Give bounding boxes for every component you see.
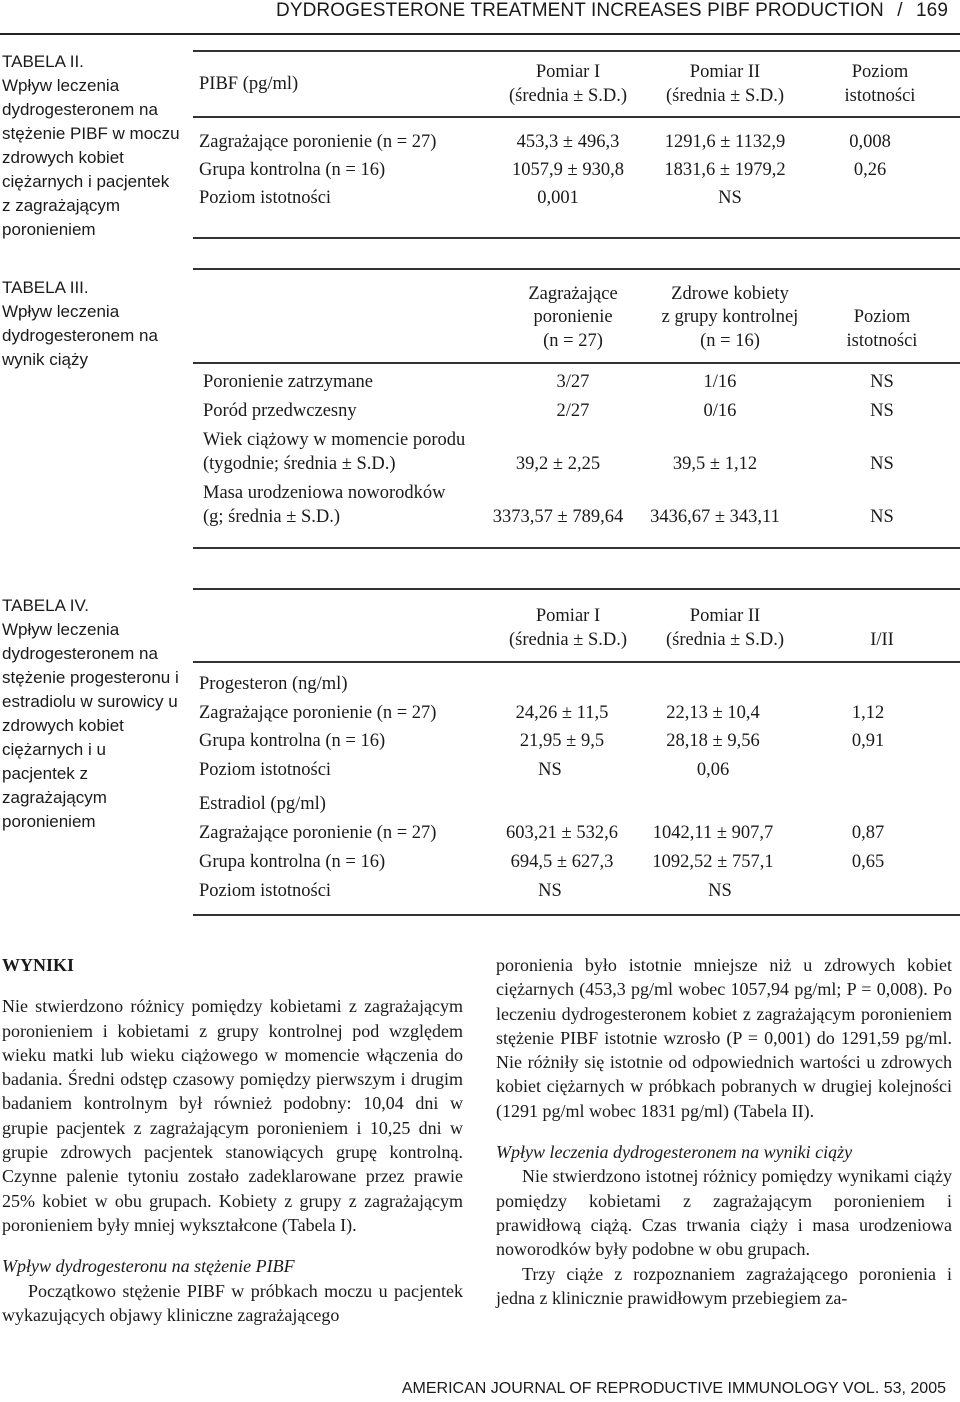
subheading: Wpływ leczenia dydrogesteronem na wyniki ciąży [496,1142,853,1163]
table3-row-label: Poronienie zatrzymane [203,372,374,392]
paragraph: poronienia było istotnie mniejsze niż u zdrowych kobiet ciężarnych (453,3 pg/ml wobec 1057,94 pg/ml; P = 0,008). Po leczeniu dydrogesteronem kobiet z zagrażającym poronieniem stężenie PIBF istotnie wzrosło (P = 0,001) do 1291,59 pg/ml. Nie różniły się istotnie od odpowiednich wartości u zdrowych kobiet ciężarnych w próbkach pobranych w drugiej kolejności (1291 pg/ml wobec 1831 pg/ml) (Tabela II). [496,955,952,1121]
table3-cell: NS [870,372,894,392]
paragraph: Nie stwierdzono różnicy pomiędzy kobietami z zagrażającym poronieniem i kobietami z grupy kontrolnej pod względem wieku matki lub wieku ciążowego w momencie włączenia do badania. Średni odstęp czasowy pomiędzy pierwszym i drugim badaniem kontrolnym był również podobny: 10,04 dni w grupie pacjentek z zagrażającym poronieniem i 10,25 dni w grupie zdrowych pacjentek stanowiących grupę kontrolną. Czynne palenie tytoniu zostało zadeklarowane przez prawie 25% kobiet w obu grupach. Kobiety z grupy z zagrażającym poronieniem były mniej wykształcone (Tabela I). [2,996,463,1235]
table3-row-label-line2: (g; średnia ± S.D.) [203,507,341,527]
table4-row-label: Zagrażające poronienie (n = 27) [199,823,437,843]
table4-cell: 22,13 ± 10,4 [666,703,760,723]
table3-cell: 3/27 [556,372,590,392]
table4-header-rule [193,661,960,663]
table4-header-col2-l1: Pomiar II [689,606,761,626]
running-header-separator: / [897,0,903,21]
table4-cell: 21,95 ± 9,5 [519,731,605,751]
table2-row-label: Poziom istotności [199,188,332,208]
table4-top-rule [193,588,960,590]
table2-header-col3-l1: Poziom [851,62,909,82]
table2-cell: 1291,6 ± 1132,9 [664,132,786,152]
table4-cell: NS [538,881,562,901]
table4-cell: 603,21 ± 532,6 [506,823,618,843]
table4-cell: NS [708,881,732,901]
table4-caption-text: Wpływ leczenia dydrogesteronem na stężenie progesteronu i estradiolu w surowicy u zdrowych kobiet ciężarnych i u pacjentek z zagrażającym poronieniem [2,620,179,831]
table4-section-progesteron: Progesteron (ng/ml) [199,674,348,694]
table3-header-col3-l2: istotności [846,331,918,351]
table4-row-label: Zagrażające poronienie (n = 27) [199,703,437,723]
table4-cell: 28,18 ± 9,56 [666,731,760,751]
table2-row-label: Zagrażające poronienie (n = 27) [199,132,437,152]
table3-header-col2-l2: z grupy kontrolnej [661,307,799,327]
table2-header-col2-l2: (średnia ± S.D.) [665,86,785,106]
page-number: 169 [915,0,948,21]
table4-cell: 1092,52 ± 757,1 [652,852,774,872]
table3-cell: 0/16 [703,401,737,421]
table4-bottom-rule [193,914,960,916]
table3-row-label-line2: (tygodnie; średnia ± S.D.) [203,454,396,474]
table4-header-col2-l2: (średnia ± S.D.) [665,630,785,650]
table3-cell: 1/16 [703,372,737,392]
table4-cell: NS [538,760,562,780]
table3-header-col2-l1: Zdrowe kobiety [671,284,789,304]
table4-cell: 0,87 [851,823,885,843]
table2-cell: 0,008 [849,132,891,152]
table4-row-label: Poziom istotności [199,881,332,901]
table2-cell: 453,3 ± 496,3 [516,132,620,152]
table2-cell: 1831,6 ± 1979,2 [664,160,786,180]
table3-caption [2,276,182,372]
paragraph: Początkowo stężenie PIBF w próbkach moczu u pacjentek wykazujących objawy kliniczne zagrażającego [2,1280,463,1325]
table2-cell: 1057,9 ± 930,8 [512,160,624,180]
table2-header-col3-l2: istotności [844,86,916,106]
table3-cell: 39,2 ± 2,25 [515,454,601,474]
table4-row-label: Grupa kontrolna (n = 16) [199,852,386,872]
table2-row-label: Grupa kontrolna (n = 16) [199,160,386,180]
journal-footer: AMERICAN JOURNAL OF REPRODUCTIVE IMMUNOLOGY VOL. 53, 2005 [401,1380,946,1397]
table2-header-col2-l1: Pomiar II [689,62,761,82]
table3-header-col1-l1: Zagrażające [528,284,618,304]
table3-header-col3-l1: Poziom [853,307,911,327]
table4-cell: 1042,11 ± 907,7 [652,823,774,843]
table3-header-col1-l3: (n = 27) [543,331,603,351]
table3-cell: NS [870,454,894,474]
table3-cell: NS [870,401,894,421]
table2-header-col1-l2: (średnia ± S.D.) [508,86,628,106]
paragraph: Nie stwierdzono istotnej różnicy pomiędzy wynikami ciąży pomiędzy kobietami z zagrażającym poronieniem i prawidłową ciążą. Czas trwania ciąży i masa urodzeniowa noworodków były podobne w obu grupach. [496,1166,952,1260]
table3-row-label: Masa urodzeniowa noworodków [203,483,446,503]
table3-bottom-rule [193,547,960,549]
table2-cell: 0,001 [537,188,579,208]
table4-cell: 694,5 ± 627,3 [510,852,614,872]
table4-row-label: Grupa kontrolna (n = 16) [199,731,386,751]
subheading: Wpływ dydrogesteronu na stężenie PIBF [2,1256,295,1277]
table3-caption-number: TABELA III. [2,278,89,297]
right-column [496,953,952,1310]
table2-header-col1-l1: Pomiar I [535,62,601,82]
table2-bottom-rule [193,237,960,239]
running-header-title: DYDROGESTERONE TREATMENT INCREASES PIBF PRODUCTION [276,0,884,21]
table3-cell: NS [870,507,894,527]
table3-top-rule [193,268,960,270]
table4-header-col1-l1: Pomiar I [535,606,601,626]
table2-caption-text: Wpływ leczenia dydrogesteronem na stężenie PIBF w moczu zdrowych kobiet ciężarnych i pacjentek z zagrażającym poronieniem [2,76,180,239]
table2-cell: NS [718,188,742,208]
table3-header-col2-l3: (n = 16) [700,331,760,351]
table4-cell: 0,91 [851,731,885,751]
table4-cell: 24,26 ± 11,5 [515,703,609,723]
table3-cell: 3373,57 ± 789,64 [492,507,624,527]
table4-cell: 0,65 [851,852,885,872]
table4-header-col3: I/II [870,630,894,650]
table3-row-label: Wiek ciążowy w momencie porodu [203,430,466,450]
table4-header-col1-l2: (średnia ± S.D.) [508,630,628,650]
table4-row-label: Poziom istotności [199,760,332,780]
table3-cell: 39,5 ± 1,12 [672,454,758,474]
table3-cell: 3436,67 ± 343,11 [650,507,780,527]
table4-section-estradiol: Estradiol (pg/ml) [199,794,326,814]
table3-caption-text: Wpływ leczenia dydrogesteronem na wynik ciąży [2,302,158,369]
table4-caption-number: TABELA IV. [2,596,89,615]
table2-header-rule [193,116,960,118]
table3-header-rule [193,362,960,364]
table4-cell: 1,12 [851,703,885,723]
left-column [2,953,463,1327]
table4-cell: 0,06 [696,760,730,780]
table2-cell: 0,26 [853,160,887,180]
table2-caption-number: TABELA II. [2,52,84,71]
section-heading-wyniki: WYNIKI [2,955,75,975]
paragraph: Trzy ciąże z rozpoznaniem zagrażającego poronienia i jedna z klinicznie prawidłowym przebiegiem za- [496,1263,952,1308]
table3-cell: 2/27 [556,401,590,421]
table3-header-col1-l2: poronienie [533,307,613,327]
table3-row-label: Poród przedwczesny [203,401,357,421]
table4-caption [2,594,182,834]
table2-header-col0: PIBF (pg/ml) [199,74,299,94]
